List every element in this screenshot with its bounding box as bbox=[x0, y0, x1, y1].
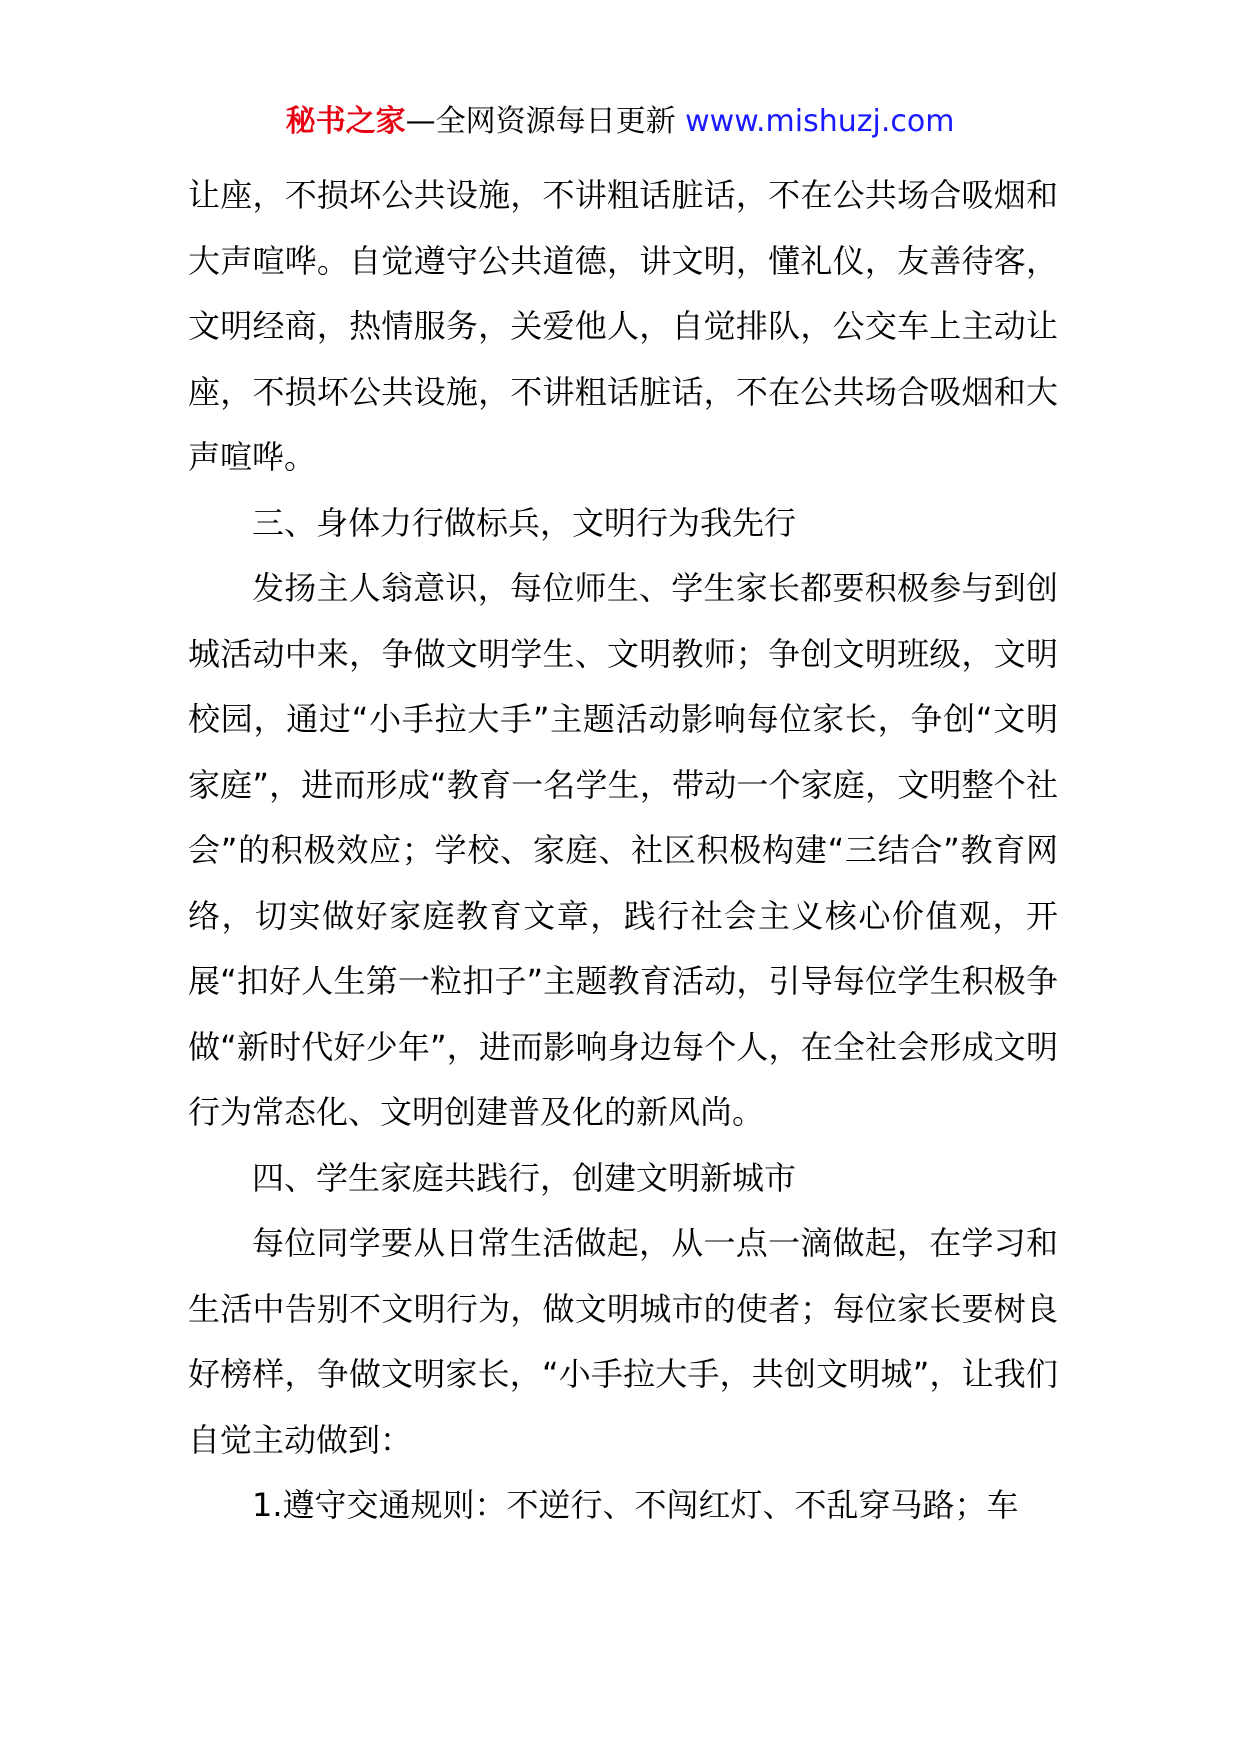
paragraph-section-3: 发扬主人翁意识，每位师生、学生家长都要积极参与到创城活动中来，争做文明学生、文明教师；争创文明班级，文明校园，通过“小手拉大手”主题活动影响每位家长，争创“文明家庭”，进而形成“教育一名学生，带动一个家庭，文明整个社会”的积极效应；学校、家庭、社区积极构建“三结合”教育网络，切实做好家庭教育文章，践行社会主义核心价值观，开展“扣好人生第一粒扣子”主题教育活动，引导每位学生积极争做“新时代好少年”，进而影响身边每个人，在全社会形成文明行为常态化、文明创建普及化的新风尚。 bbox=[188, 569, 1058, 1131]
section-heading-4: 四、学生家庭共践行，创建文明新城市 bbox=[252, 1158, 797, 1197]
document-body bbox=[188, 163, 1058, 1539]
site-url-link[interactable]: www.mishuzj.com bbox=[685, 104, 955, 139]
site-header bbox=[0, 102, 1240, 142]
paragraph-continued: 让座，不损坏公共设施，不讲粗话脏话，不在公共场合吸烟和大声喧哗。自觉遵守公共道德，讲文明，懂礼仪，友善待客，文明经商，热情服务，关爱他人，自觉排队，公交车上主动让座，不损坏公共设施，不讲粗话脏话，不在公共场合吸烟和大声喧哗。 bbox=[188, 176, 1058, 476]
section-heading-3: 三、身体力行做标兵，文明行为我先行 bbox=[252, 503, 797, 542]
site-slogan: —全网资源每日更新 bbox=[405, 104, 686, 139]
paragraph-section-4: 每位同学要从日常生活做起，从一点一滴做起，在学习和生活中告别不文明行为，做文明城市的使者；每位家长要树良好榜样，争做文明家长，“小手拉大手，共创文明城”，让我们自觉主动做到： bbox=[188, 1224, 1058, 1459]
list-item-1: 1.遵守交通规则：不逆行、不闯红灯、不乱穿马路；车 bbox=[252, 1486, 1019, 1524]
site-brand: 秘书之家 bbox=[285, 104, 406, 139]
